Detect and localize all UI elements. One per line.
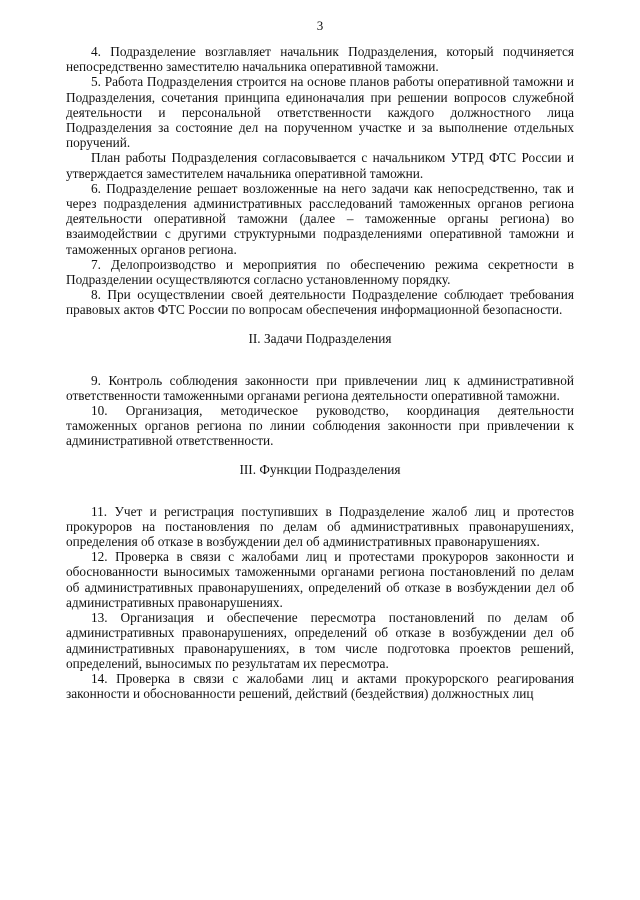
paragraph-7: 7. Делопроизводство и мероприятия по обеспечению режима секретности в Подразделении осуществляются согласно установленному порядку. bbox=[66, 256, 574, 288]
paragraph-12: 12. Проверка в связи с жалобами лиц и протестами прокуроров законности и обоснованности выносимых таможенными органами региона постановлений по делам об административных правонарушениях, определений об отказе в возбуждении дел об административных правонарушениях. bbox=[66, 549, 574, 610]
paragraph-9: 9. Контроль соблюдения законности при привлечении лиц к административной ответственности таможенными органами региона деятельности оперативной таможни. bbox=[66, 372, 574, 403]
page-number: 3 bbox=[316, 18, 324, 33]
paragraph-14: 14. Проверка в связи с жалобами лиц и актами прокурорского реагирования законности и обоснованности решений, действий (бездействия) должностных лиц bbox=[66, 670, 574, 702]
section-heading-tasks: II. Задачи Подразделения bbox=[248, 330, 392, 346]
section-heading-functions: III. Функции Подразделения bbox=[239, 461, 401, 477]
paragraph-10: 10. Организация, методическое руководство, координация деятельности таможенных органов региона по линии соблюдения законности при привлечении к административной ответственности. bbox=[66, 403, 574, 449]
paragraph-6: 6. Подразделение решает возложенные на него задачи как непосредственно, так и через подразделения административных расследований таможенных органов региона деятельности оперативной таможни (далее – таможенные органы региона) во взаимодействии с другими структурными подразделениями оперативной таможни и таможенных органов региона. bbox=[66, 180, 574, 257]
paragraph-5: 5. Работа Подразделения строится на основе планов работы оперативной таможни и Подразделения, сочетания принципа единоначалия при решении вопросов служебной деятельности и персональной ответственности каждого должностного лица Подразделения за состояние дел на порученном участке и за выполнение отдельных поручений. bbox=[66, 74, 574, 151]
paragraph-8: 8. При осуществлении своей деятельности Подразделение соблюдает требования правовых актов ФТС России по вопросам обеспечения информационной безопасности. bbox=[66, 287, 574, 318]
paragraph-13: 13. Организация и обеспечение пересмотра постановлений по делам об административных правонарушениях, определений об отказе в возбуждении дел об административных правонарушениях, в том числе подготовка проектов решений, определений, выносимых по результатам их пересмотра. bbox=[66, 610, 574, 671]
paragraph-4: 4. Подразделение возглавляет начальник Подразделения, который подчиняется непосредственно заместителю начальника оперативной таможни. bbox=[66, 44, 574, 75]
document-body bbox=[66, 44, 574, 701]
paragraph-11: 11. Учет и регистрация поступивших в Подразделение жалоб лиц и протестов прокуроров на постановления по делам об административных правонарушениях, определения об отказе в возбуждении дел об административных правонарушениях. bbox=[66, 503, 574, 550]
paragraph-plan: План работы Подразделения согласовывается с начальником УТРД ФТС России и утверждается заместителем начальника оперативной таможни. bbox=[66, 150, 574, 181]
